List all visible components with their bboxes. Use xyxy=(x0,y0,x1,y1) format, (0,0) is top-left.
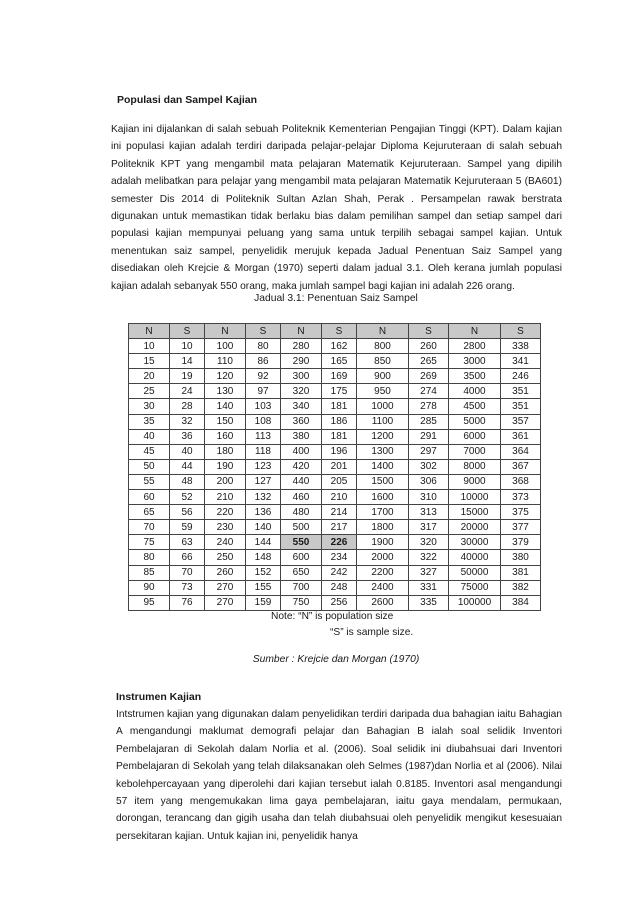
section-heading-instrument: Instrumen Kajian xyxy=(116,691,202,703)
table-cell: 265 xyxy=(409,354,449,369)
instrument-paragraph: Intstrumen kajian yang digunakan dalam penyelidikan terdiri daripada dua bahagian iaitu Bahagian A mengandungi maklumat demografi pelajar dan Bahagian B ialah soal selidik Inventori Pembelajaran di Sekolah dalam Norlia et al. (2006). Soal selidik ini diubahsuai dari Inventori Pembelajaran di Sekolah yang telah dilaksanakan oleh Selmes (1987)dan Norlia et al (2006). Nilai kebolehpercayaan yang diperolehi dari kajian tersebut ialah 0.8185. Inventori asal mengandungi 57 item yang mengemukakan lima gaya pembelajaran, iaitu gaya mendalam, permukaan, dorongan, terancang dan gigih usaha dan telah diubahsuai oleh penyelidik mengikut kesesuaian persekitaran kajian. Untuk kajian ini, penyelidik hanya xyxy=(116,709,562,842)
table-cell: 256 xyxy=(322,595,357,610)
table-cell: 24 xyxy=(170,384,205,399)
table-row xyxy=(129,459,541,474)
table-cell: 110 xyxy=(205,354,246,369)
table-cell: 32 xyxy=(170,414,205,429)
table-cell: 1400 xyxy=(357,459,409,474)
table-cell: 190 xyxy=(205,459,246,474)
table-cell: 140 xyxy=(246,520,281,535)
table-cell: 28 xyxy=(170,399,205,414)
table-cell: 341 xyxy=(501,354,541,369)
table-cell: 85 xyxy=(129,565,170,580)
table-cell: 155 xyxy=(246,580,281,595)
table-cell: 3000 xyxy=(449,354,501,369)
table-cell: 335 xyxy=(409,595,449,610)
table-cell: 310 xyxy=(409,490,449,505)
table-cell: 500 xyxy=(281,520,322,535)
table-cell: 169 xyxy=(322,369,357,384)
table-cell: 97 xyxy=(246,384,281,399)
table-cell: 25 xyxy=(129,384,170,399)
table-cell: 60 xyxy=(129,490,170,505)
table-cell: 217 xyxy=(322,520,357,535)
table-cell: 59 xyxy=(170,520,205,535)
table-row xyxy=(129,565,541,580)
table-cell: 950 xyxy=(357,384,409,399)
table-cell: 90 xyxy=(129,580,170,595)
table-row xyxy=(129,550,541,565)
table-cell: 2600 xyxy=(357,595,409,610)
table-cell: 80 xyxy=(129,550,170,565)
table-cell: 220 xyxy=(205,505,246,520)
table-cell: 181 xyxy=(322,399,357,414)
table-cell: 382 xyxy=(501,580,541,595)
table-cell: 297 xyxy=(409,444,449,459)
table-cell: 3500 xyxy=(449,369,501,384)
table-cell: 320 xyxy=(281,384,322,399)
table-cell: 150 xyxy=(205,414,246,429)
table-cell: 364 xyxy=(501,444,541,459)
table-cell: 278 xyxy=(409,399,449,414)
table-cell: 45 xyxy=(129,444,170,459)
table-cell: 1300 xyxy=(357,444,409,459)
table-cell: 70 xyxy=(129,520,170,535)
table-cell: 338 xyxy=(501,339,541,354)
table-cell: 30000 xyxy=(449,535,501,550)
table-cell: 260 xyxy=(205,565,246,580)
table-caption: Jadual 3.1: Penentuan Saiz Sampel xyxy=(254,293,418,304)
table-cell: 1900 xyxy=(357,535,409,550)
table-cell: 290 xyxy=(281,354,322,369)
table-cell: 76 xyxy=(170,595,205,610)
table-header-row xyxy=(129,324,541,339)
table-cell: 65 xyxy=(129,505,170,520)
sample-size-table xyxy=(128,323,541,611)
table-cell: 4000 xyxy=(449,384,501,399)
table-cell: 56 xyxy=(170,505,205,520)
table-cell: 144 xyxy=(246,535,281,550)
table-cell: 313 xyxy=(409,505,449,520)
table-cell: 160 xyxy=(205,429,246,444)
table-cell: 175 xyxy=(322,384,357,399)
table-cell: 380 xyxy=(501,550,541,565)
table-row xyxy=(129,339,541,354)
column-header: N xyxy=(205,324,246,339)
population-paragraph: Kajian ini dijalankan di salah sebuah Politeknik Kementerian Pengajian Tinggi (KPT). Dalam kajian ini populasi kajian adalah terdiri daripada pelajar-pelajar Diploma Kejuruteraan di salah sebuah Politeknik KPT yang mengambil mata pelajaran Matematik Kejuruteraan. Sampel yang dipilih adalah melibatkan para pelajar yang mengambil mata pelajaran Matematik Kejuruteraan 5 (BA601) semester Dis 2014 di Politeknik Sultan Azlan Shah, Perak . Persampelan rawak berstrata digunakan untuk memastikan tidak berlaku bias dalam pemilihan sampel dan setiap sampel dari populasi kajian mempunyai peluang yang sama untuk terpilih sebagai sampel kajian. Untuk menentukan saiz sampel, penyelidik merujuk kepada Jadual Penentuan Saiz Sampel yang disediakan oleh Krejcie & Morgan (1970) seperti dalam jadual 3.1. Oleh kerana jumlah populasi kajian adalah sebanyak 550 orang, maka jumlah sampel bagi kajian ini adalah 226 orang. xyxy=(111,124,562,292)
table-cell: 351 xyxy=(501,384,541,399)
table-cell: 186 xyxy=(322,414,357,429)
table-cell: 20000 xyxy=(449,520,501,535)
table-cell: 108 xyxy=(246,414,281,429)
table-cell: 10 xyxy=(129,339,170,354)
table-cell: 15 xyxy=(129,354,170,369)
table-row xyxy=(129,535,541,550)
table-cell: 280 xyxy=(281,339,322,354)
table-row xyxy=(129,414,541,429)
table-row xyxy=(129,429,541,444)
table-cell: 130 xyxy=(205,384,246,399)
table-cell: 460 xyxy=(281,490,322,505)
table-cell: 269 xyxy=(409,369,449,384)
table-cell: 113 xyxy=(246,429,281,444)
table-cell: 205 xyxy=(322,474,357,489)
table-cell: 327 xyxy=(409,565,449,580)
table-cell: 331 xyxy=(409,580,449,595)
table-cell: 750 xyxy=(281,595,322,610)
table-cell: 30 xyxy=(129,399,170,414)
table-cell: 75000 xyxy=(449,580,501,595)
table-cell: 322 xyxy=(409,550,449,565)
table-cell: 44 xyxy=(170,459,205,474)
table-body xyxy=(129,339,541,611)
table-row xyxy=(129,474,541,489)
table-cell: 1000 xyxy=(357,399,409,414)
table-cell: 15000 xyxy=(449,505,501,520)
table-cell: 92 xyxy=(246,369,281,384)
table-cell: 10000 xyxy=(449,490,501,505)
table-cell: 375 xyxy=(501,505,541,520)
table-row xyxy=(129,595,541,610)
highlighted-cell: 226 xyxy=(322,535,357,550)
table-cell: 2400 xyxy=(357,580,409,595)
table-cell: 100000 xyxy=(449,595,501,610)
table-cell: 120 xyxy=(205,369,246,384)
table-cell: 420 xyxy=(281,459,322,474)
table-cell: 159 xyxy=(246,595,281,610)
table-cell: 86 xyxy=(246,354,281,369)
column-header: S xyxy=(170,324,205,339)
table-cell: 230 xyxy=(205,520,246,535)
table-cell: 242 xyxy=(322,565,357,580)
table-cell: 270 xyxy=(205,595,246,610)
table-cell: 152 xyxy=(246,565,281,580)
table-cell: 36 xyxy=(170,429,205,444)
table-cell: 210 xyxy=(322,490,357,505)
column-header: S xyxy=(246,324,281,339)
table-cell: 2000 xyxy=(357,550,409,565)
table-row xyxy=(129,399,541,414)
table-cell: 148 xyxy=(246,550,281,565)
table-row xyxy=(129,580,541,595)
table-cell: 1100 xyxy=(357,414,409,429)
table-cell: 95 xyxy=(129,595,170,610)
table-cell: 181 xyxy=(322,429,357,444)
table-cell: 260 xyxy=(409,339,449,354)
table-row xyxy=(129,490,541,505)
table-cell: 10 xyxy=(170,339,205,354)
table-cell: 291 xyxy=(409,429,449,444)
table-cell: 14 xyxy=(170,354,205,369)
table-row xyxy=(129,369,541,384)
table-cell: 357 xyxy=(501,414,541,429)
table-cell: 48 xyxy=(170,474,205,489)
table-cell: 400 xyxy=(281,444,322,459)
table-cell: 7000 xyxy=(449,444,501,459)
table-cell: 340 xyxy=(281,399,322,414)
table-cell: 900 xyxy=(357,369,409,384)
table-cell: 52 xyxy=(170,490,205,505)
table-cell: 103 xyxy=(246,399,281,414)
table-row xyxy=(129,354,541,369)
table-cell: 63 xyxy=(170,535,205,550)
table-cell: 440 xyxy=(281,474,322,489)
table-cell: 800 xyxy=(357,339,409,354)
highlighted-cell: 550 xyxy=(281,535,322,550)
table-cell: 384 xyxy=(501,595,541,610)
table-cell: 75 xyxy=(129,535,170,550)
table-cell: 40000 xyxy=(449,550,501,565)
table-cell: 210 xyxy=(205,490,246,505)
table-cell: 55 xyxy=(129,474,170,489)
table-cell: 361 xyxy=(501,429,541,444)
table-cell: 351 xyxy=(501,399,541,414)
table-cell: 302 xyxy=(409,459,449,474)
table-cell: 248 xyxy=(322,580,357,595)
table-cell: 201 xyxy=(322,459,357,474)
table-cell: 380 xyxy=(281,429,322,444)
table-cell: 1500 xyxy=(357,474,409,489)
table-cell: 4500 xyxy=(449,399,501,414)
table-cell: 9000 xyxy=(449,474,501,489)
table-cell: 317 xyxy=(409,520,449,535)
table-cell: 123 xyxy=(246,459,281,474)
table-cell: 20 xyxy=(129,369,170,384)
table-cell: 214 xyxy=(322,505,357,520)
table-cell: 73 xyxy=(170,580,205,595)
table-cell: 381 xyxy=(501,565,541,580)
table-cell: 600 xyxy=(281,550,322,565)
table-cell: 2800 xyxy=(449,339,501,354)
table-row xyxy=(129,520,541,535)
column-header: S xyxy=(322,324,357,339)
table-cell: 35 xyxy=(129,414,170,429)
table-cell: 200 xyxy=(205,474,246,489)
table-cell: 180 xyxy=(205,444,246,459)
table-cell: 127 xyxy=(246,474,281,489)
table-cell: 373 xyxy=(501,490,541,505)
section-heading: Populasi dan Sampel Kajian xyxy=(117,94,258,106)
table-cell: 250 xyxy=(205,550,246,565)
table-cell: 40 xyxy=(129,429,170,444)
table-cell: 162 xyxy=(322,339,357,354)
table-cell: 8000 xyxy=(449,459,501,474)
table-cell: 700 xyxy=(281,580,322,595)
table-cell: 650 xyxy=(281,565,322,580)
table-cell: 285 xyxy=(409,414,449,429)
table-cell: 70 xyxy=(170,565,205,580)
table-cell: 50000 xyxy=(449,565,501,580)
table-cell: 480 xyxy=(281,505,322,520)
table-cell: 306 xyxy=(409,474,449,489)
table-cell: 379 xyxy=(501,535,541,550)
column-header: S xyxy=(501,324,541,339)
table-cell: 118 xyxy=(246,444,281,459)
table-cell: 234 xyxy=(322,550,357,565)
table-cell: 300 xyxy=(281,369,322,384)
column-header: N xyxy=(129,324,170,339)
table-cell: 136 xyxy=(246,505,281,520)
table-cell: 246 xyxy=(501,369,541,384)
table-cell: 1800 xyxy=(357,520,409,535)
table-cell: 6000 xyxy=(449,429,501,444)
column-header: N xyxy=(357,324,409,339)
table-cell: 50 xyxy=(129,459,170,474)
table-cell: 367 xyxy=(501,459,541,474)
table-cell: 5000 xyxy=(449,414,501,429)
table-cell: 100 xyxy=(205,339,246,354)
table-cell: 368 xyxy=(501,474,541,489)
table-cell: 270 xyxy=(205,580,246,595)
table-cell: 240 xyxy=(205,535,246,550)
table-note-n: Note: “N” is population size xyxy=(271,611,394,622)
table-cell: 140 xyxy=(205,399,246,414)
table-cell: 165 xyxy=(322,354,357,369)
table-source: Sumber : Krejcie dan Morgan (1970) xyxy=(252,654,420,665)
table-cell: 1200 xyxy=(357,429,409,444)
table-cell: 320 xyxy=(409,535,449,550)
table-cell: 377 xyxy=(501,520,541,535)
table-cell: 19 xyxy=(170,369,205,384)
column-header: N xyxy=(281,324,322,339)
table-row xyxy=(129,505,541,520)
table-row xyxy=(129,444,541,459)
table-cell: 1700 xyxy=(357,505,409,520)
table-cell: 2200 xyxy=(357,565,409,580)
column-header: S xyxy=(409,324,449,339)
table-cell: 66 xyxy=(170,550,205,565)
table-cell: 80 xyxy=(246,339,281,354)
table-cell: 850 xyxy=(357,354,409,369)
table-note-s: “S” is sample size. xyxy=(330,627,414,638)
table-row xyxy=(129,384,541,399)
table-cell: 274 xyxy=(409,384,449,399)
table-cell: 360 xyxy=(281,414,322,429)
column-header: N xyxy=(449,324,501,339)
table-cell: 196 xyxy=(322,444,357,459)
table-cell: 1600 xyxy=(357,490,409,505)
table-cell: 40 xyxy=(170,444,205,459)
table-cell: 132 xyxy=(246,490,281,505)
